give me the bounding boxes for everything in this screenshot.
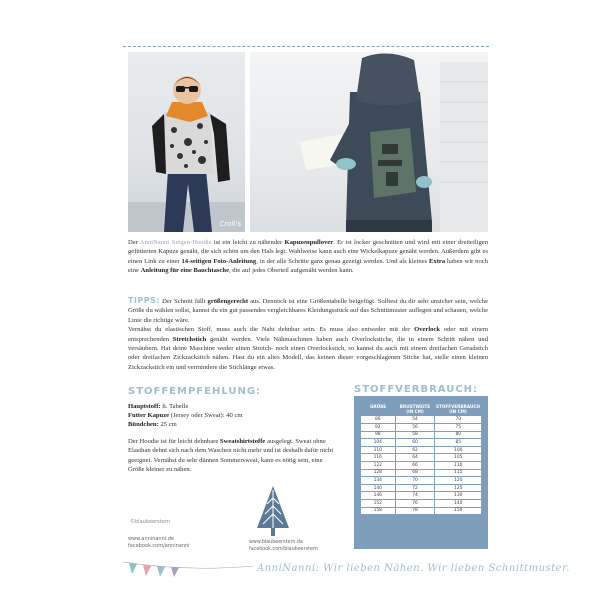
size-table-row bbox=[361, 424, 481, 432]
size-table-row bbox=[361, 439, 481, 447]
size-cell: 98 bbox=[361, 431, 395, 439]
intro-bold-2: 14-seitigen Foto-Anleitung bbox=[181, 257, 257, 265]
fabric-cell: 130 bbox=[435, 492, 481, 500]
chest-cell: 54 bbox=[395, 416, 435, 423]
chest-cell: 62 bbox=[395, 446, 435, 454]
brand-name: AnniNanni Jungen-Hoodie bbox=[139, 239, 212, 246]
boy-illustration bbox=[128, 52, 245, 232]
sweat-note-2: ausgelegt. Sweat ohne Elasthan dehnt sich nach dem Waschen nicht mehr und ist deshalb dafür nicht geeignet. Vernähst du sehr dünnen Sommersweat, kann es nötig sein, eine Größe kleiner zu nähen. bbox=[128, 438, 334, 474]
chest-cell: 70 bbox=[395, 477, 435, 485]
blaubeerstern-tree-logo bbox=[255, 484, 291, 538]
tips-label: TIPPS: bbox=[128, 296, 161, 305]
fabric-cell: 100 bbox=[435, 446, 481, 454]
photo-boy-sunglasses bbox=[128, 52, 245, 232]
chest-cell: 72 bbox=[395, 484, 435, 492]
col-size: GRÖßE bbox=[369, 404, 387, 409]
fabric-specs bbox=[128, 402, 328, 429]
chest-cell: 78 bbox=[395, 507, 435, 515]
size-table-row bbox=[361, 446, 481, 454]
size-table-row bbox=[361, 484, 481, 492]
intro-text-3: . Er ist locker geschnitten und wird mit einer dreiteiligen gefütterten Kapuze genäht, die sich schön um den Hals legt. Wahlweise kann auch eine Wickelkapuze genäht werden. Außerdem gibt es einen Link zu einer bbox=[128, 239, 488, 265]
intro-bold-1: Kapuzenpullover bbox=[284, 239, 334, 246]
size-cell: 158 bbox=[361, 507, 395, 515]
size-cell: 104 bbox=[361, 439, 395, 447]
size-cell: 140 bbox=[361, 484, 395, 492]
col-chest: BRUSTWEITE (IN CM) bbox=[399, 404, 431, 415]
intro-text-1: Der bbox=[128, 239, 140, 246]
intro-bold-4: Anleitung für eine Bauchtasche bbox=[140, 267, 229, 275]
tips-text-2: aus. Dennoch ist eine Größentabelle beigefügt. Solltest du dir sehr unsicher sein, welche Größe du wählen sollst, kannst du ein gut passendes vergleichbares Kleidungsstück auf das Schnittmuster auflegen und schauen, welche Linie die richtige wäre. bbox=[128, 298, 489, 324]
slogan: AnniNanni: Wir lieben Nähen. Wir lieben Schnittmuster. bbox=[257, 563, 570, 574]
spec-lining bbox=[128, 411, 328, 420]
size-cell: 146 bbox=[361, 492, 395, 500]
size-table-header bbox=[361, 403, 481, 416]
fabric-cell: 110 bbox=[435, 461, 481, 469]
sweat-note bbox=[128, 437, 340, 475]
sweat-note-bold: Sweatshirtstoffe bbox=[219, 438, 266, 445]
tips-paragraph bbox=[128, 296, 488, 372]
tips-bold-3: Stretchstich bbox=[172, 335, 207, 343]
footer-left-links bbox=[128, 536, 190, 550]
fabric-cell: 140 bbox=[435, 499, 481, 507]
size-table-row bbox=[361, 492, 481, 500]
size-cell: 92 bbox=[361, 424, 395, 432]
fabric-cell: 150 bbox=[435, 507, 481, 515]
top-dotted-divider bbox=[123, 46, 489, 47]
size-table-row bbox=[361, 461, 481, 469]
chest-cell: 64 bbox=[395, 454, 435, 462]
intro-bold-3: Extra bbox=[429, 257, 446, 265]
spec-lining-value: (Jersey oder Sweat): 40 cm bbox=[169, 412, 243, 419]
spec-main-fabric bbox=[128, 402, 328, 411]
fabric-cell: 80 bbox=[435, 431, 481, 439]
size-cell: 134 bbox=[361, 477, 395, 485]
footer-mid-links bbox=[249, 539, 318, 553]
size-table-row bbox=[361, 477, 481, 485]
spec-lining-label: Futter Kapuze bbox=[128, 412, 170, 419]
size-cell: 128 bbox=[361, 469, 395, 477]
size-table-row bbox=[361, 454, 481, 462]
bunting-decoration bbox=[123, 560, 253, 582]
size-table bbox=[361, 403, 481, 515]
size-table-row bbox=[361, 416, 481, 423]
chest-cell: 60 bbox=[395, 439, 435, 447]
boy-back-illustration bbox=[250, 52, 488, 232]
intro-text-5: haben wir noch eine bbox=[128, 257, 488, 275]
chest-cell: 58 bbox=[395, 431, 435, 439]
spec-main-value: lt. Tabelle bbox=[160, 403, 189, 410]
fabric-cell: 70 bbox=[435, 416, 481, 423]
intro-paragraph bbox=[128, 238, 488, 276]
tips-bold-2: Overlock bbox=[414, 326, 441, 334]
tips-bold-1: größengerecht bbox=[207, 298, 249, 305]
spec-cuffs-label: Bündchen: bbox=[128, 421, 159, 428]
spec-cuffs bbox=[128, 420, 328, 429]
size-table-row bbox=[361, 469, 481, 477]
sweat-note-1: Der Hoodie ist für leicht dehnbare bbox=[128, 438, 220, 445]
fabric-cell: 120 bbox=[435, 477, 481, 485]
fabric-cell: 105 bbox=[435, 454, 481, 462]
fabric-cell: 85 bbox=[435, 439, 481, 447]
size-table-row bbox=[361, 499, 481, 507]
size-cell: 122 bbox=[361, 461, 395, 469]
fabric-heading: STOFFEMPFEHLUNG: bbox=[128, 386, 262, 397]
tips-text-4: oder mit einem entsprechenden bbox=[128, 326, 488, 343]
size-table-body bbox=[361, 416, 481, 514]
spec-main-label: Hauptstoff: bbox=[128, 403, 161, 410]
col-fabric: STOFFVERBRAUCH (IN CM) bbox=[435, 404, 480, 415]
anninanni-facebook-link[interactable]: facebook.com/anninanni bbox=[128, 543, 190, 549]
size-cell: 110 bbox=[361, 446, 395, 454]
fabric-cell: 125 bbox=[435, 484, 481, 492]
tips-text-1: Der Schnitt fällt bbox=[160, 298, 208, 305]
tips-text-3: Vernähst du elastischen Stoff, muss auch die Naht dehnbar sein. Es muss also entweder mit der bbox=[128, 326, 415, 334]
chest-cell: 76 bbox=[395, 499, 435, 507]
chest-cell: 56 bbox=[395, 424, 435, 432]
anninanni-website-link[interactable]: www.anninanni.de bbox=[128, 536, 174, 542]
size-cell: 86 bbox=[361, 416, 395, 423]
blaubeerstern-facebook-link[interactable]: facebook.com/blaubeerstern bbox=[249, 547, 318, 552]
blaubeerstern-website-link[interactable]: www.blaubeerstern.de bbox=[249, 540, 303, 545]
intro-text-6: , die auf jedes Oberteil aufgenäht werden kann. bbox=[229, 267, 354, 275]
size-cell: 152 bbox=[361, 499, 395, 507]
fabric-cell: 115 bbox=[435, 469, 481, 477]
intro-text-2: ist ein leicht zu nähender bbox=[211, 239, 285, 246]
chest-cell: 74 bbox=[395, 492, 435, 500]
photo-watermark: Croli's bbox=[219, 220, 241, 228]
size-table-row bbox=[361, 431, 481, 439]
copyright: ©blaubeerstern bbox=[130, 519, 170, 525]
chest-cell: 66 bbox=[395, 461, 435, 469]
intro-text-4: , in der alle Schritte ganz genau gezeigt werden. Und als kleines bbox=[256, 257, 430, 265]
consumption-heading: STOFFVERBRAUCH: bbox=[354, 384, 479, 395]
photo-boy-back bbox=[250, 52, 488, 232]
size-table-row bbox=[361, 507, 481, 515]
size-cell: 116 bbox=[361, 454, 395, 462]
chest-cell: 68 bbox=[395, 469, 435, 477]
tips-text-5: genäht werden. Viele Nähmaschinen haben auch Overlockstiche, die in einem Schritt nähen und versäubern. Hat deine Maschine weder einen Stretch- noch einen Overlockstich, so kannst du auch mit einem dreifachen Geradstich oder dreifachen Zickzackstich nähen. Hast du ein altes Modell, das keinen dieser vorgeschlagenen Stiche hat, stelle einen kleinen Zickzackstich ein und vermindere die Stichlänge etwas. bbox=[128, 335, 488, 371]
spec-cuffs-value: 25 cm bbox=[158, 421, 177, 428]
fabric-cell: 75 bbox=[435, 424, 481, 432]
size-table-card bbox=[354, 396, 488, 549]
